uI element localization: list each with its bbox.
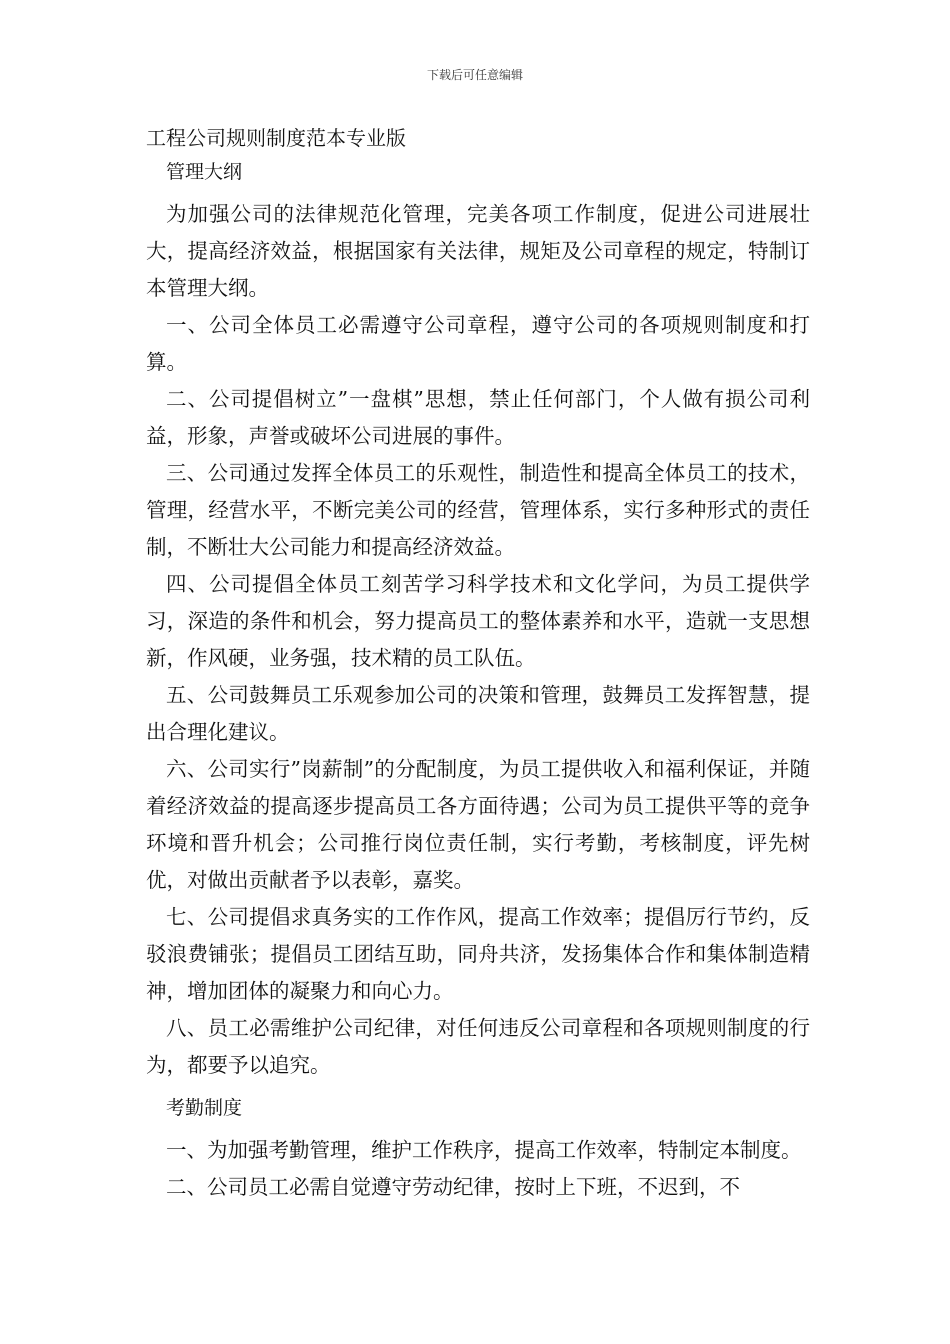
paragraph-article-8: 八、员工必需维护公司纪律，对任何违反公司章程和各项规则制度的行为，都要予以追究。 [146,1016,810,1077]
paragraph-article-4: 四、公司提倡全体员工刻苦学习科学技术和文化学问，为员工提供学习，深造的条件和机会，努力提高员工的整体素养和水平，造就一支思想新，作风硬，业务强，技术精的员工队伍。 [146,572,810,670]
section-heading-attendance: 考勤制度 [166,1097,243,1119]
paragraph-article-7: 七、公司提倡求真务实的工作作风，提高工作效率；提倡厉行节约，反驳浪费铺张；提倡员工团结互助，同舟共济，发扬集体合作和集体制造精神，增加团体的凝聚力和向心力。 [146,905,810,1003]
document-body [146,160,810,1206]
paragraph-article-6: 六、公司实行”岗薪制”的分配制度，为员工提供收入和福利保证，并随着经济效益的提高逐步提高员工各方面待遇；公司为员工提供平等的竞争环境和晋升机会；公司推行岗位责任制，实行考勤，考核制度，评先树优，对做出贡献者予以表彰，嘉奖。 [146,757,810,892]
section-heading-management-outline: 管理大纲 [166,161,243,183]
document-title: 工程公司规则制度范本专业版 [146,126,406,150]
paragraph-article-5: 五、公司鼓舞员工乐观参加公司的决策和管理，鼓舞员工发挥智慧，提出合理化建议。 [146,683,810,744]
paragraph-article-2: 二、公司提倡树立”一盘棋”思想，禁止任何部门，个人做有损公司利益，形象，声誉或破坏公司进展的事件。 [146,387,810,448]
paragraph-article-1: 一、公司全体员工必需遵守公司章程，遵守公司的各项规则制度和打算。 [146,313,810,374]
paragraph-article-3: 三、公司通过发挥全体员工的乐观性，制造性和提高全体员工的技术，管理，经营水平，不断完美公司的经营，管理体系，实行多种形式的责任制，不断壮大公司能力和提高经济效益。 [146,461,810,559]
paragraph-attendance-2: 二、公司员工必需自觉遵守劳动纪律，按时上下班，不迟到，不 [166,1175,740,1199]
paragraph-intro: 为加强公司的法律规范化管理，完美各项工作制度，促进公司进展壮大，提高经济效益，根据国家有关法律，规矩及公司章程的规定，特制订本管理大纲。 [146,202,810,300]
header-note: 下载后可任意编辑 [426,68,523,82]
paragraph-attendance-1: 一、为加强考勤管理，维护工作秩序，提高工作效率，特制定本制度。 [166,1138,802,1162]
